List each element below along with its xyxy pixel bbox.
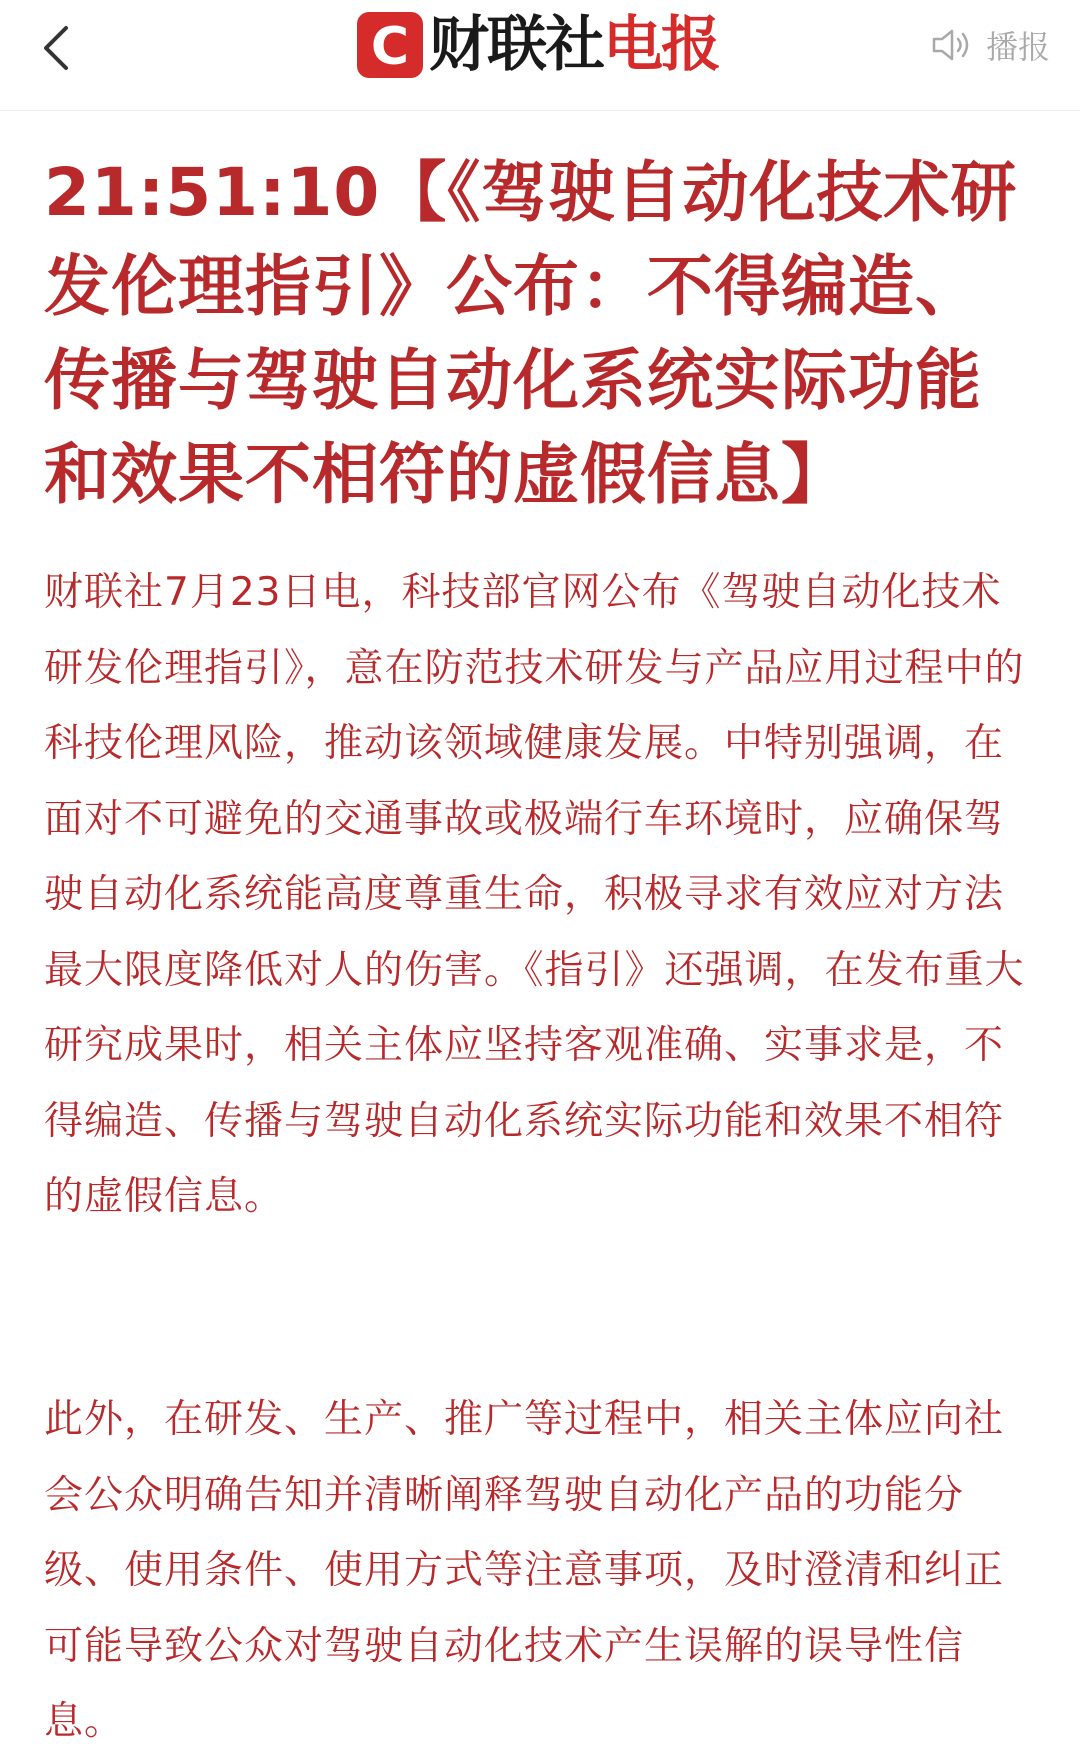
back-button[interactable] [38,22,78,74]
brand-mark-icon [357,12,423,78]
article-paragraph: 财联社7月23日电，科技部官网公布《驾驶自动化技术研发伦理指引》，意在防范技术研发与产品应用过程中的科技伦理风险，推动该领域健康发展。中特别强调，在面对不可避免的交通事故或极端行车环境时，应确保驾驶自动化系统能高度尊重生命，积极寻求有效应对方法最大限度降低对人的伤害。《指引》还强调，在发布重大研究成果时，相关主体应坚持客观准确、实事求是，不得编造、传播与驾驶自动化系统实际功能和效果不相符的虚假信息。 [44,570,1025,1219]
brand-logo [357,8,719,82]
brand-name: 财联社 [429,10,603,80]
chevron-left-icon [38,22,78,74]
article-headline: 21:51:10【《驾驶自动化技术研发伦理指引》公布：不得编造、传播与驾驶自动化系统实际功能和效果不相符的虚假信息】 [44,154,1018,513]
svg-text:C: C [370,17,410,77]
broadcast-label: 播报 [985,28,1050,66]
brand-mark-glyph [357,12,423,78]
broadcast-button[interactable] [930,20,1050,70]
speaker-icon [930,25,974,65]
article-body [0,110,1080,1759]
article-paragraph: 此外，在研发、生产、推广等过程中，相关主体应向社会公众明确告知并清晰阐释驾驶自动化产品的功能分级、使用条件、使用方式等注意事项，及时澄清和纠正可能导致公众对驾驶自动化技术产生误解的误导性信息。 [44,1397,1005,1744]
brand-name-accent: 电报 [603,10,719,80]
top-nav-bar [0,0,1080,111]
